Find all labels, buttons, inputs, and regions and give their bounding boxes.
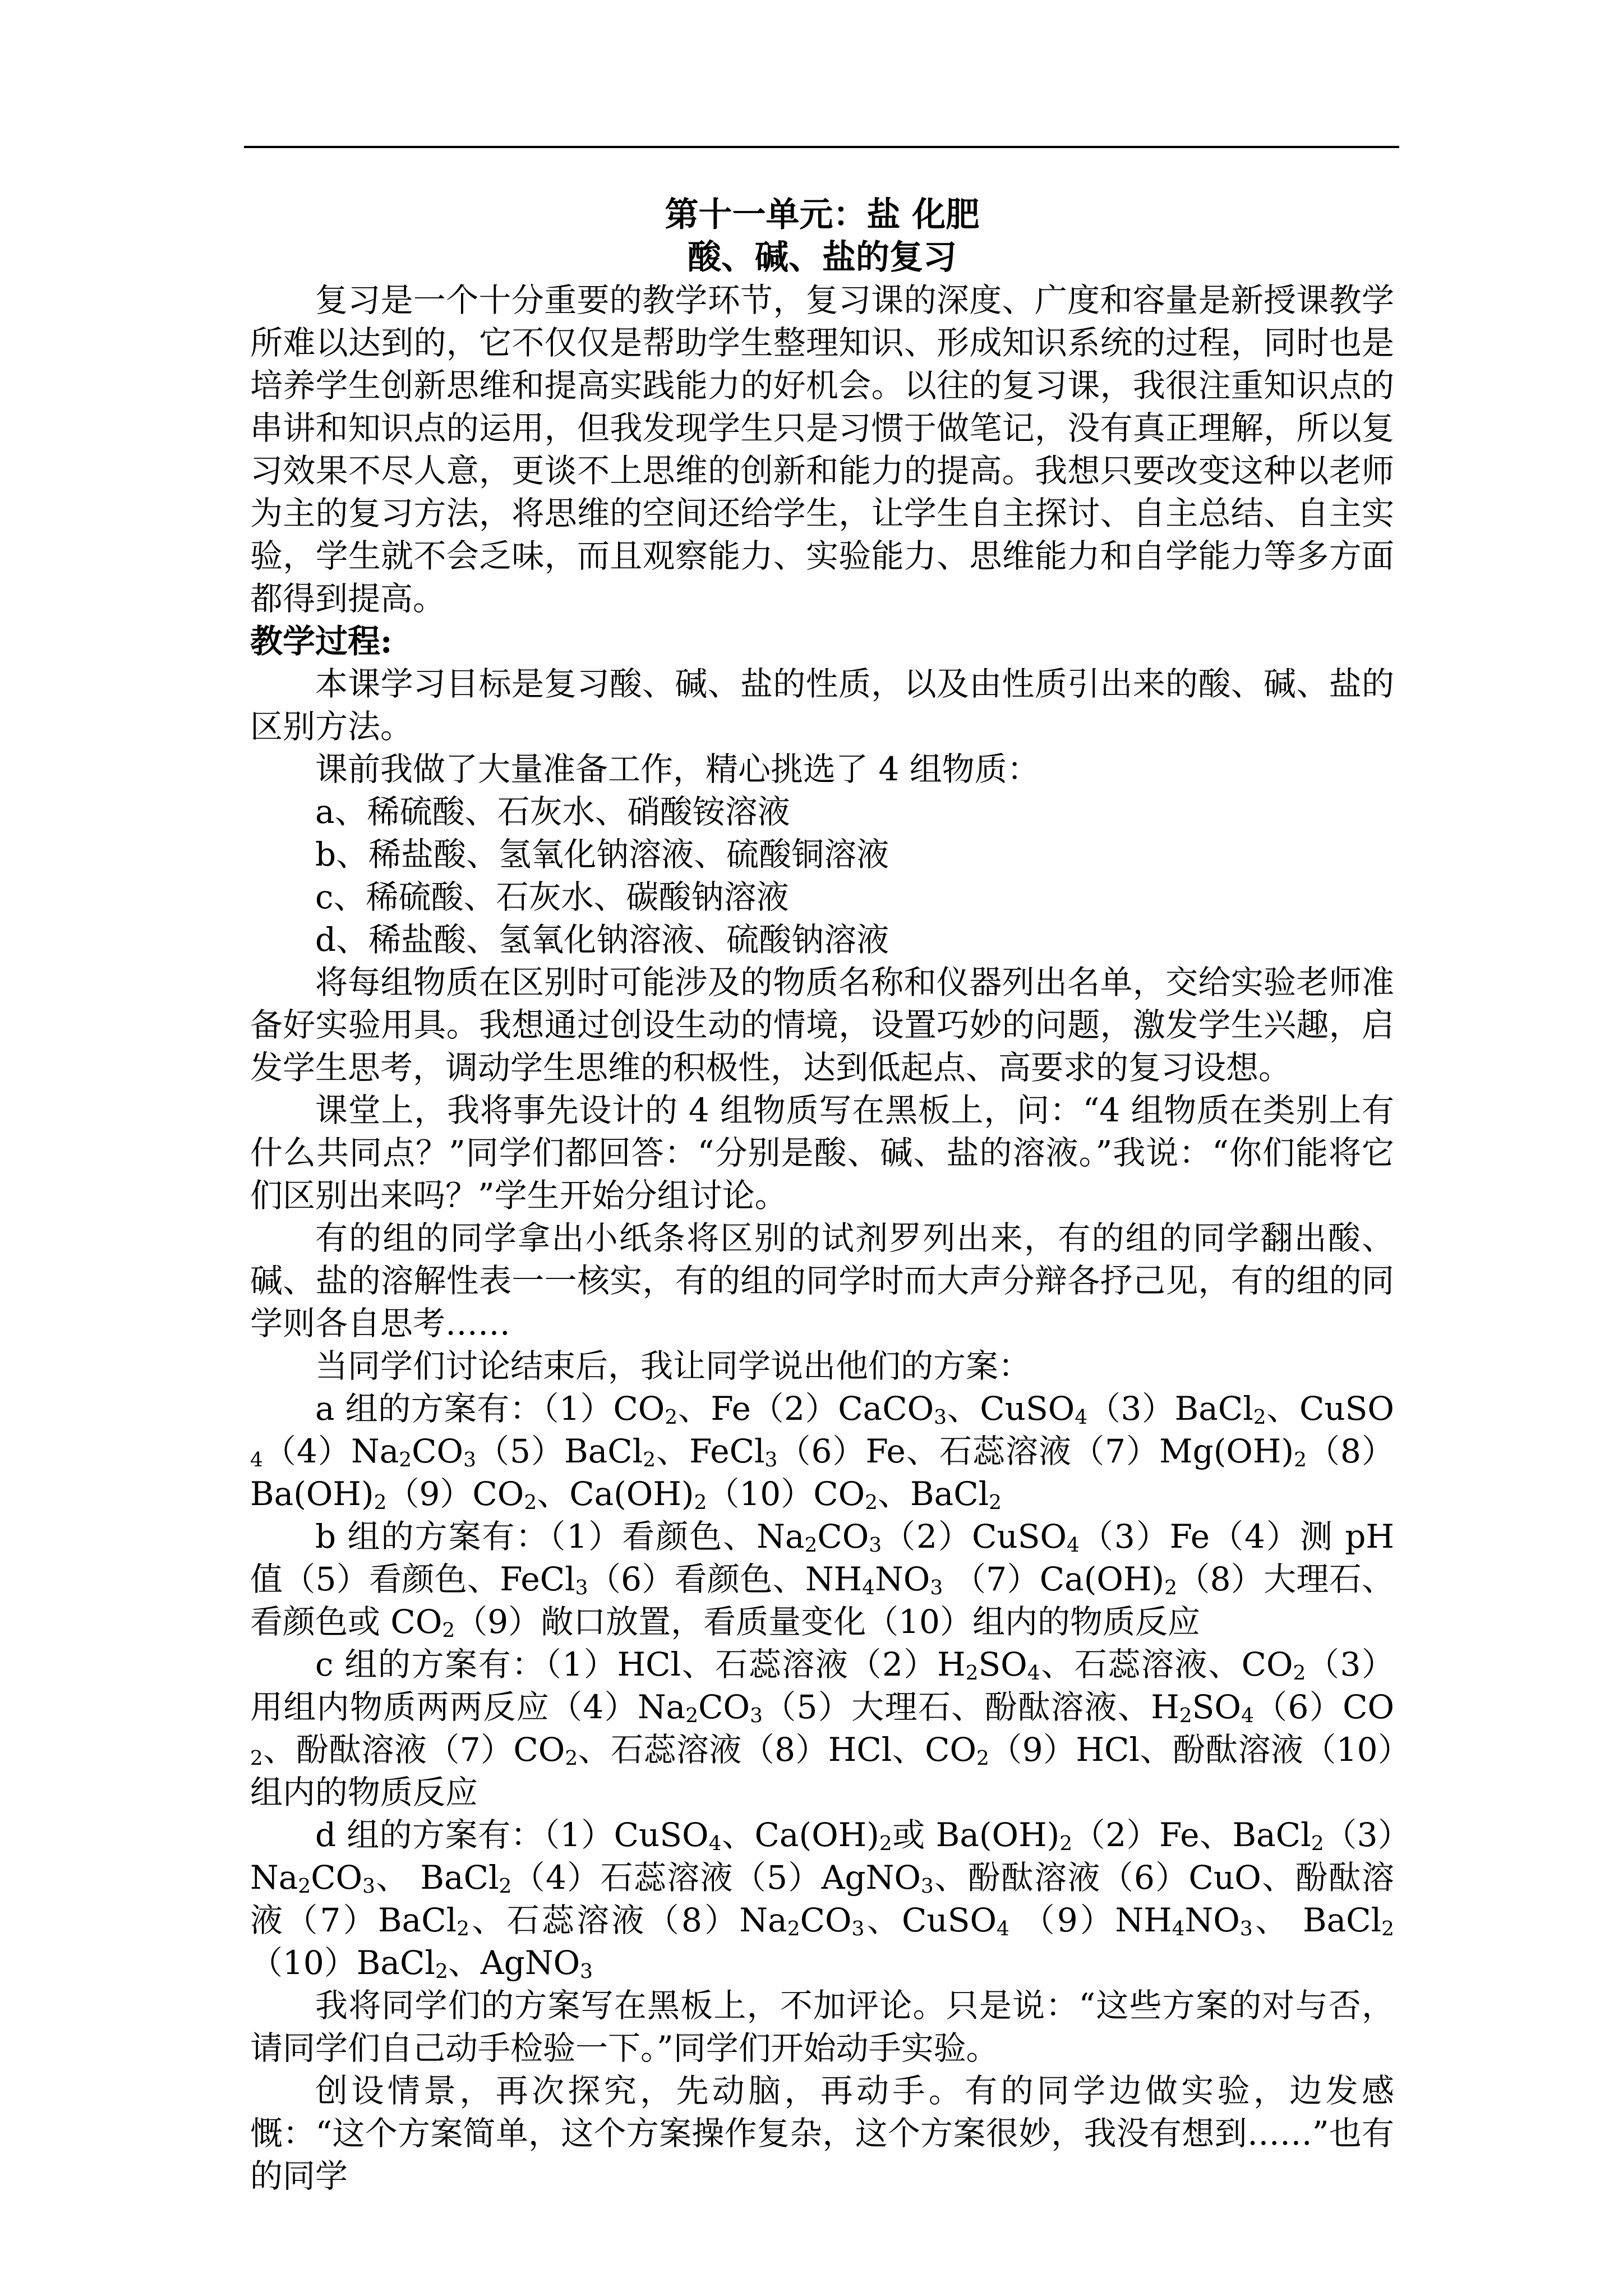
create-paragraph: 创设情景，再次探究，先动脑，再动手。有的同学边做实验，边发感慨：“这个方案简单，这个方案操作复杂，这个方案很妙，我没有想到……”也有的同学 bbox=[250, 2072, 1394, 2195]
group-item-c: c、稀硫酸、石灰水、碳酸钠溶液 bbox=[315, 878, 789, 916]
group-item-a: a、稀硫酸、石灰水、硝酸铵溶液 bbox=[315, 793, 790, 831]
class-paragraph: 课堂上，我将事先设计的 4 组物质写在黑板上，问：“4 组物质在类别上有什么共同点？”同学们都回答：“分别是酸、碱、盐的溶液。”我说：“你们能将它们区别出来吗？”学生开始分组讨论。 bbox=[250, 1091, 1394, 1214]
prepare-paragraph: 将每组物质在区别时可能涉及的物质名称和仪器列出名单，交给实验老师准备好实验用具。我想通过创设生动的情境，设置巧妙的问题，激发学生兴趣，启发学生思考，调动学生思维的积极性，达到低起点、高要求的复习设想。 bbox=[250, 963, 1394, 1087]
document-body bbox=[250, 194, 1394, 2197]
plan-c-paragraph: c 组的方案有：（1）HCl、石蕊溶液$(2)H_2SO_4$、石蕊溶液、$CO_2(3)$用组内物质两两反应$(4)Na_2CO_3(5)$大理石、酚酞溶液、$H_2SO_4(6)CO_2$、酚酞溶液$(7)CO_2$、石蕊溶液（8）HCl、$CO_2(9)HCl$、酚酞溶液（10）组内的物质反应 bbox=[250, 1645, 1395, 1811]
header-rule bbox=[244, 146, 1399, 148]
goal-paragraph: 本课学习目标是复习酸、碱、盐的性质，以及由性质引出来的酸、碱、盐的区别方法。 bbox=[250, 665, 1394, 746]
after-paragraph: 当同学们讨论结束后，我让同学说出他们的方案： bbox=[315, 1347, 1031, 1385]
discuss-paragraph: 有的组的同学拿出小纸条将区别的试剂罗列出来，有的组的同学翻出酸、碱、盐的溶解性表一一核实，有的组的同学时而大声分辩各抒己见，有的组的同学则各自思考…… bbox=[250, 1219, 1394, 1342]
lesson-subtitle: 酸、碱、盐的复习 bbox=[688, 238, 957, 277]
plan-a-paragraph: a 组的方案有：$(1)CO_2$、Fe（2）CaCO$_3$、CuSO$_4$（3）BaCl$_2$、$CuSO_4(4)Na_2CO_3(5)BaCl_2$、FeCl$_3$（6）Fe、石蕊溶液$(7)Mg(OH)_2(8)Ba(OH)_2(9)CO_2$、$Ca(OH)_2(10)CO_2$、BaCl$_2$ bbox=[250, 1389, 1394, 1515]
prep-paragraph: 课前我做了大量准备工作，精心挑选了 4 组物质： bbox=[315, 750, 1040, 788]
plan-d-paragraph: d 组的方案有：（1）CuSO$_4$、$Ca(OH)_2$或 $Ba(OH)_2(2)Fe$、$BaCl_2(3)Na_2CO_3$、 BaCl$_2$（4）石蕊溶液（5）AgNO$_3$、酚酞溶液（6）CuO、酚酞溶液（7）BaCl$_2$、石蕊溶液$(8)Na_2CO_3$、CuSO$_4$ $(9)NH_4NO_3$、 BaCl$_2$（10）BaCl$_2$、AgNO$_3$ bbox=[250, 1816, 1395, 1984]
group-item-d: d、稀盐酸、氢氧化钠溶液、硫酸钠溶液 bbox=[315, 921, 889, 959]
process-heading: 教学过程: bbox=[250, 622, 393, 660]
group-item-b: b、稀盐酸、氢氧化钠溶液、硫酸铜溶液 bbox=[315, 835, 889, 873]
intro-paragraph: 复习是一个十分重要的教学环节，复习课的深度、广度和容量是新授课教学所难以达到的，它不仅仅是帮助学生整理知识、形成知识系统的过程，同时也是培养学生创新思维和提高实践能力的好机会。以往的复习课，我很注重知识点的串讲和知识点的运用，但我发现学生只是习惯于做笔记，没有真正理解，所以复习效果不尽人意，更谈不上思维的创新和能力的提高。我想只要改变这种以老师为主的复习方法，将思维的空间还给学生，让学生自主探讨、自主总结、自主实验，学生就不会乏味，而且观察能力、实验能力、思维能力和自学能力等多方面都得到提高。 bbox=[250, 281, 1394, 618]
unit-title: 第十一单元：盐 化肥 bbox=[665, 195, 980, 234]
plan-b-paragraph: b 组的方案有：（1）看颜色、$Na_2CO_3(2)CuSO_4(3)Fe(4)$测 pH 值（5）看颜色、FeCl$_3$（6）看颜色、$NH_4NO_3$ $(7)Ca(OH)_2(8)$大理石、看颜色或 $CO_2(9)$敞口放置，看质量变化（10）组内的物质反应 bbox=[250, 1517, 1394, 1642]
board-paragraph: 我将同学们的方案写在黑板上，不加评论。只是说：“这些方案的对与否，请同学们自己动手检验一下。”同学们开始动手实验。 bbox=[250, 1986, 1394, 2067]
